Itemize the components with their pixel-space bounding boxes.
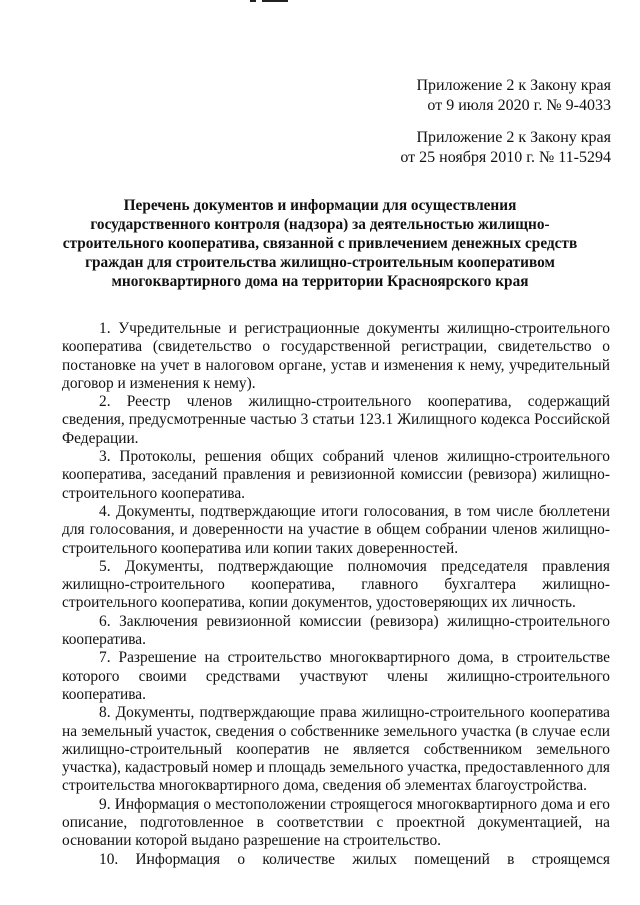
- scan-top-mark: [262, 0, 288, 2]
- list-item: 8. Документы, подтверждающие права жилищно-строительного кооператива на земельный участок, сведения о собственнике земельного участка (в случае если жилищно-строительный кооператив не является собственником земельного участка), кадастровый номер и площадь земельного участка, предоставленного для строительства многоквартирного дома, сведения об элементах благоустройства.: [62, 704, 610, 795]
- title-line: строительного кооператива, связанной с привлечением денежных средств: [62, 235, 578, 252]
- list-item: 2. Реестр членов жилищно-строительного кооператива, содержащий сведения, предусмотренные частью 3 статьи 123.1 Жилищного кодекса Российской Федерации.: [62, 393, 610, 447]
- title-line: многоквартирного дома на территории Красноярского края: [111, 273, 529, 290]
- title-line: граждан для строительства жилищно-строительным кооперативом: [85, 254, 555, 271]
- list-item: 6. Заключения ревизионной комиссии (ревизора) жилищно-строительного кооператива.: [62, 612, 610, 649]
- list-item: 10. Информация о количестве жилых помещений в строящемся: [99, 850, 610, 868]
- list-item: 4. Документы, подтверждающие итоги голосования, в том числе бюллетени для голосования, и доверенности на участие в общем собрании членов жилищно-строительного кооператива или копии таких доверенностей.: [62, 502, 610, 557]
- document-list: [62, 320, 610, 869]
- annex-date: от 9 июля 2020 г. № 9-4033: [427, 97, 611, 114]
- list-item: 9. Информация о местоположении строящегося многоквартирного дома и его описание, подготовленное в соответствии с проектной документацией, на основании которой выдано разрешение на строительство.: [62, 795, 610, 850]
- annex-title: Приложение 2 к Закону края: [416, 77, 611, 94]
- list-item: 5. Документы, подтверждающие полномочия председателя правления жилищно-строительного кооператива, главного бухгалтера жилищно-строительного кооператива, копии документов, удостоверяющих их личность.: [62, 557, 610, 612]
- title-line: государственного контроля (надзора) за деятельностью жилищно-: [90, 216, 550, 233]
- annex-header-current: [416, 76, 611, 116]
- document-title: [55, 196, 585, 291]
- annex-header-original: [400, 128, 611, 168]
- list-item: 3. Протоколы, решения общих собраний членов жилищно-строительного кооператива, заседаний правления и ревизионной комиссии (ревизора) жилищно-строительного кооператива.: [62, 448, 610, 502]
- list-item: 7. Разрешение на строительство многоквартирного дома, в строительстве которого своими средствами участвуют члены жилищно-строительного кооператива.: [62, 649, 610, 703]
- title-line: Перечень документов и информации для осуществления: [123, 197, 517, 214]
- list-item: 1. Учредительные и регистрационные документы жилищно-строительного кооператива (свидетельство о государственной регистрации, свидетельство о постановке на учет в налоговом органе, устав и изменения к нему, учредительный договор и изменения к нему).: [62, 320, 610, 392]
- annex-title: Приложение 2 к Закону края: [416, 129, 611, 146]
- annex-date: от 25 ноября 2010 г. № 11-5294: [400, 149, 611, 166]
- scan-top-mark-left: [250, 0, 256, 2]
